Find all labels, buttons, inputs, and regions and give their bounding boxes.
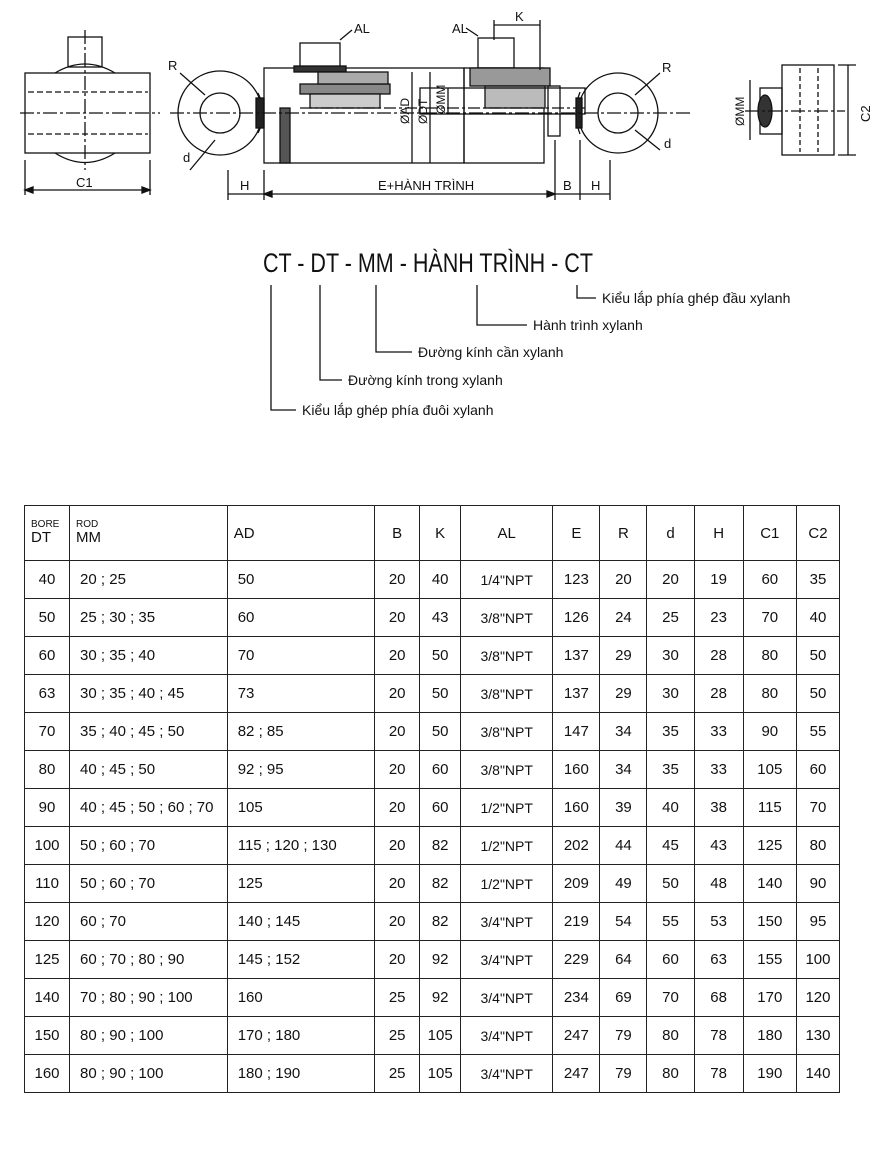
cell-h: 78 [694, 1055, 743, 1093]
label-r-left: R [168, 58, 178, 73]
table-row [25, 599, 840, 637]
cell-d: 40 [647, 789, 694, 827]
table-row [25, 1055, 840, 1093]
cell-ad: 92 ; 95 [227, 751, 374, 789]
cell-bore: 150 [25, 1017, 70, 1055]
cell-h: 43 [694, 827, 743, 865]
col-header-bore [25, 506, 70, 561]
cell-h: 53 [694, 903, 743, 941]
cell-rod: 40 ; 45 ; 50 [70, 751, 228, 789]
cell-d: 70 [647, 979, 694, 1017]
cell-al: 3/8"NPT [461, 637, 553, 675]
cell-d: 50 [647, 865, 694, 903]
cell-ad: 73 [227, 675, 374, 713]
cell-c2: 55 [796, 713, 839, 751]
cell-rod: 70 ; 80 ; 90 ; 100 [70, 979, 228, 1017]
cell-c2: 90 [796, 865, 839, 903]
cell-k: 43 [420, 599, 461, 637]
cell-d: 60 [647, 941, 694, 979]
label-al-right: AL [452, 21, 468, 36]
label-c1: C1 [76, 175, 93, 190]
cell-e: 209 [553, 865, 600, 903]
cell-h: 28 [694, 675, 743, 713]
cell-al: 3/4"NPT [461, 1017, 553, 1055]
cell-e: 137 [553, 675, 600, 713]
cell-h: 19 [694, 561, 743, 599]
legend-item-bore-diameter: Đường kính trong xylanh [348, 372, 503, 388]
cell-k: 105 [420, 1055, 461, 1093]
label-d-left: d [183, 150, 191, 165]
cell-r: 79 [600, 1017, 647, 1055]
label-d-right: d [664, 136, 672, 151]
cell-ad: 50 [227, 561, 374, 599]
label-e-stroke: E+HÀNH TRÌNH [378, 178, 475, 193]
col-header-rod-big: MM [76, 529, 102, 547]
cell-e: 147 [553, 713, 600, 751]
cell-d: 55 [647, 903, 694, 941]
cell-bore: 100 [25, 827, 70, 865]
col-header-b: B [375, 506, 420, 561]
cell-k: 82 [420, 903, 461, 941]
cell-ad: 145 ; 152 [227, 941, 374, 979]
cell-ad: 125 [227, 865, 374, 903]
cell-e: 123 [553, 561, 600, 599]
cell-b: 25 [375, 1055, 420, 1093]
cell-c2: 50 [796, 637, 839, 675]
cell-d: 30 [647, 675, 694, 713]
cell-h: 48 [694, 865, 743, 903]
cell-c1: 155 [743, 941, 796, 979]
table-body [25, 561, 840, 1093]
label-k: K [515, 9, 524, 24]
cell-bore: 110 [25, 865, 70, 903]
cell-d: 35 [647, 751, 694, 789]
cell-ad: 170 ; 180 [227, 1017, 374, 1055]
cell-c2: 35 [796, 561, 839, 599]
cell-r: 34 [600, 713, 647, 751]
cell-b: 20 [375, 827, 420, 865]
cell-b: 20 [375, 941, 420, 979]
cell-bore: 140 [25, 979, 70, 1017]
cell-k: 92 [420, 979, 461, 1017]
cell-d: 20 [647, 561, 694, 599]
cell-k: 92 [420, 941, 461, 979]
cell-r: 24 [600, 599, 647, 637]
label-omm: ØMM [434, 84, 448, 114]
cell-c1: 80 [743, 637, 796, 675]
cell-al: 3/4"NPT [461, 941, 553, 979]
cell-ad: 105 [227, 789, 374, 827]
cylinder-main-view [170, 20, 690, 200]
label-odt: ØDT [416, 98, 430, 124]
cell-rod: 30 ; 35 ; 40 [70, 637, 228, 675]
cell-c2: 130 [796, 1017, 839, 1055]
col-header-rod [70, 506, 228, 561]
cell-e: 234 [553, 979, 600, 1017]
cell-k: 50 [420, 637, 461, 675]
cell-bore: 70 [25, 713, 70, 751]
cell-c1: 60 [743, 561, 796, 599]
table-row [25, 1017, 840, 1055]
cell-al: 1/2"NPT [461, 865, 553, 903]
cell-c2: 70 [796, 789, 839, 827]
cell-rod: 30 ; 35 ; 40 ; 45 [70, 675, 228, 713]
cell-c1: 125 [743, 827, 796, 865]
col-header-c2: C2 [796, 506, 839, 561]
rear-side-view [20, 30, 160, 195]
cell-bore: 60 [25, 637, 70, 675]
cell-al: 1/4"NPT [461, 561, 553, 599]
cell-al: 1/2"NPT [461, 827, 553, 865]
label-oad: ØAD [398, 97, 412, 124]
cell-rod: 40 ; 45 ; 50 ; 60 ; 70 [70, 789, 228, 827]
cell-al: 3/8"NPT [461, 751, 553, 789]
cell-d: 35 [647, 713, 694, 751]
cell-r: 49 [600, 865, 647, 903]
table-header-row [25, 506, 840, 561]
cell-h: 63 [694, 941, 743, 979]
table-row [25, 903, 840, 941]
label-c2: C2 [858, 105, 873, 122]
cell-e: 202 [553, 827, 600, 865]
label-r-right: R [662, 60, 672, 75]
cell-rod: 25 ; 30 ; 35 [70, 599, 228, 637]
cell-c2: 120 [796, 979, 839, 1017]
cell-rod: 60 ; 70 ; 80 ; 90 [70, 941, 228, 979]
cell-d: 80 [647, 1017, 694, 1055]
cell-c1: 80 [743, 675, 796, 713]
cell-d: 30 [647, 637, 694, 675]
table-row [25, 979, 840, 1017]
col-header-c1: C1 [743, 506, 796, 561]
dimension-table [24, 505, 840, 1093]
label-b: B [563, 178, 572, 193]
label-omm-side: ØMM [733, 96, 747, 126]
cell-b: 20 [375, 751, 420, 789]
cell-r: 44 [600, 827, 647, 865]
cell-al: 3/8"NPT [461, 599, 553, 637]
table-row [25, 941, 840, 979]
cell-e: 137 [553, 637, 600, 675]
front-side-view [745, 65, 856, 155]
cell-c1: 115 [743, 789, 796, 827]
col-header-e: E [553, 506, 600, 561]
col-header-k: K [420, 506, 461, 561]
cell-c1: 140 [743, 865, 796, 903]
cell-r: 20 [600, 561, 647, 599]
legend-item-stroke: Hành trình xylanh [533, 317, 643, 333]
cell-h: 33 [694, 751, 743, 789]
cell-e: 126 [553, 599, 600, 637]
cell-ad: 115 ; 120 ; 130 [227, 827, 374, 865]
cell-ad: 70 [227, 637, 374, 675]
table-row [25, 561, 840, 599]
col-header-bore-big: DT [31, 529, 51, 547]
order-code-formula: CT - DT - MM - HÀNH TRÌNH - CT [263, 248, 593, 278]
cell-k: 40 [420, 561, 461, 599]
cell-al: 3/4"NPT [461, 903, 553, 941]
table-row [25, 865, 840, 903]
col-header-al: AL [461, 506, 553, 561]
cell-e: 247 [553, 1055, 600, 1093]
col-header-h: H [694, 506, 743, 561]
cell-r: 79 [600, 1055, 647, 1093]
cell-bore: 125 [25, 941, 70, 979]
cell-b: 20 [375, 599, 420, 637]
table-row [25, 637, 840, 675]
cell-k: 50 [420, 675, 461, 713]
cell-rod: 50 ; 60 ; 70 [70, 827, 228, 865]
cell-ad: 60 [227, 599, 374, 637]
cell-c1: 170 [743, 979, 796, 1017]
cell-b: 20 [375, 675, 420, 713]
cell-r: 29 [600, 637, 647, 675]
cell-c2: 40 [796, 599, 839, 637]
cell-c1: 190 [743, 1055, 796, 1093]
table-row [25, 675, 840, 713]
cell-b: 20 [375, 903, 420, 941]
cell-d: 25 [647, 599, 694, 637]
cell-h: 68 [694, 979, 743, 1017]
cell-c1: 105 [743, 751, 796, 789]
table-row [25, 713, 840, 751]
cell-c1: 70 [743, 599, 796, 637]
table-row [25, 827, 840, 865]
col-header-rod-small: ROD [76, 518, 99, 530]
cell-bore: 40 [25, 561, 70, 599]
cell-rod: 80 ; 90 ; 100 [70, 1017, 228, 1055]
cell-c1: 180 [743, 1017, 796, 1055]
cell-rod: 80 ; 90 ; 100 [70, 1055, 228, 1093]
cell-d: 45 [647, 827, 694, 865]
cell-al: 1/2"NPT [461, 789, 553, 827]
cell-k: 60 [420, 789, 461, 827]
cell-rod: 20 ; 25 [70, 561, 228, 599]
cell-al: 3/8"NPT [461, 675, 553, 713]
order-code-diagram [0, 230, 894, 430]
cell-k: 50 [420, 713, 461, 751]
cell-c2: 60 [796, 751, 839, 789]
col-header-d: d [647, 506, 694, 561]
cell-c2: 50 [796, 675, 839, 713]
cell-b: 20 [375, 789, 420, 827]
cell-b: 25 [375, 1017, 420, 1055]
cell-h: 38 [694, 789, 743, 827]
cell-b: 25 [375, 979, 420, 1017]
cell-ad: 160 [227, 979, 374, 1017]
cell-b: 20 [375, 713, 420, 751]
cell-e: 160 [553, 751, 600, 789]
cell-e: 229 [553, 941, 600, 979]
cell-ad: 180 ; 190 [227, 1055, 374, 1093]
legend-item-head-mount: Kiểu lắp phía ghép đầu xylanh [602, 290, 791, 306]
cell-al: 3/4"NPT [461, 979, 553, 1017]
cell-k: 60 [420, 751, 461, 789]
cell-c2: 100 [796, 941, 839, 979]
label-h-left: H [240, 178, 250, 193]
table-row [25, 789, 840, 827]
cell-k: 105 [420, 1017, 461, 1055]
cell-r: 34 [600, 751, 647, 789]
cell-k: 82 [420, 827, 461, 865]
table-row [25, 751, 840, 789]
cell-r: 54 [600, 903, 647, 941]
cell-bore: 63 [25, 675, 70, 713]
cell-r: 29 [600, 675, 647, 713]
label-h-right: H [591, 178, 601, 193]
cell-bore: 120 [25, 903, 70, 941]
cell-c1: 90 [743, 713, 796, 751]
cell-h: 23 [694, 599, 743, 637]
cell-e: 160 [553, 789, 600, 827]
cell-r: 69 [600, 979, 647, 1017]
cell-b: 20 [375, 561, 420, 599]
cell-bore: 50 [25, 599, 70, 637]
cell-bore: 80 [25, 751, 70, 789]
cell-bore: 90 [25, 789, 70, 827]
cell-d: 80 [647, 1055, 694, 1093]
cell-r: 39 [600, 789, 647, 827]
cell-al: 3/8"NPT [461, 713, 553, 751]
cell-c2: 80 [796, 827, 839, 865]
cell-b: 20 [375, 865, 420, 903]
cell-e: 219 [553, 903, 600, 941]
legend-item-rod-diameter: Đường kính cần xylanh [418, 344, 564, 360]
cell-b: 20 [375, 637, 420, 675]
col-header-r: R [600, 506, 647, 561]
cylinder-technical-drawing [0, 0, 894, 215]
cell-c2: 95 [796, 903, 839, 941]
cell-c2: 140 [796, 1055, 839, 1093]
cell-h: 28 [694, 637, 743, 675]
cell-h: 78 [694, 1017, 743, 1055]
col-header-bore-small: BORE [31, 518, 60, 530]
cell-k: 82 [420, 865, 461, 903]
cell-ad: 140 ; 145 [227, 903, 374, 941]
cell-rod: 35 ; 40 ; 45 ; 50 [70, 713, 228, 751]
cell-h: 33 [694, 713, 743, 751]
label-al-left: AL [354, 21, 370, 36]
cell-al: 3/4"NPT [461, 1055, 553, 1093]
legend-item-tail-mount: Kiểu lắp ghép phía đuôi xylanh [302, 402, 494, 418]
cell-bore: 160 [25, 1055, 70, 1093]
cell-c1: 150 [743, 903, 796, 941]
cell-r: 64 [600, 941, 647, 979]
cell-rod: 60 ; 70 [70, 903, 228, 941]
col-header-ad: AD [227, 506, 374, 561]
cell-ad: 82 ; 85 [227, 713, 374, 751]
cell-rod: 50 ; 60 ; 70 [70, 865, 228, 903]
cell-e: 247 [553, 1017, 600, 1055]
